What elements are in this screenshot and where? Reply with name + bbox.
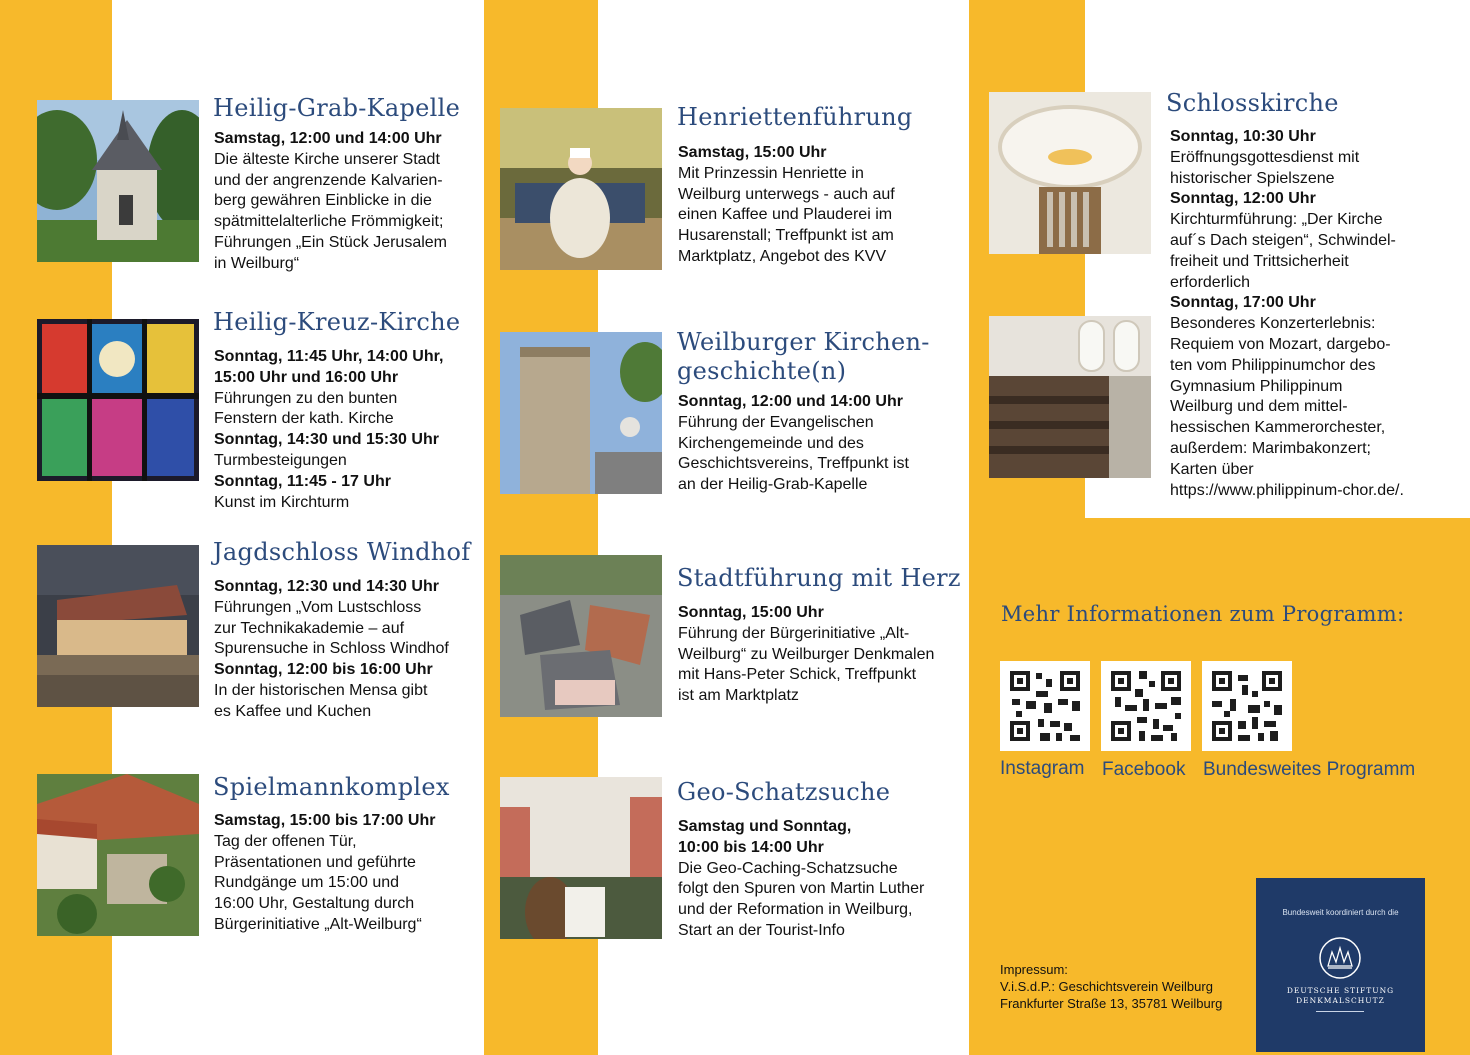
event-line: https://www.philippinum-chor.de/. xyxy=(1170,481,1404,499)
facebook-link[interactable]: Facebook xyxy=(1102,759,1186,780)
event-line: auf´s Dach steigen“, Schwindel- xyxy=(1170,231,1396,249)
qr-code-icon xyxy=(1202,661,1292,751)
event-line: Geschichtsvereins, Treffpunkt ist xyxy=(678,455,909,473)
event-line: historischer Spielszene xyxy=(1170,169,1335,187)
event-line: es Kaffee und Kuchen xyxy=(214,702,372,720)
event-line: Sonntag, 11:45 - 17 Uhr xyxy=(214,472,391,490)
title-line-1: Weilburger Kirchen- xyxy=(677,328,930,356)
event-details-jagdschloss-windhof xyxy=(214,577,449,723)
tower-photo xyxy=(500,332,662,494)
event-line: Führungen zu den bunten xyxy=(214,389,398,407)
event-details-heilig-kreuz-kirche xyxy=(214,347,443,513)
event-line: Kirchturmführung: „Der Kirche xyxy=(1170,211,1383,229)
event-details-schlosskirche xyxy=(1170,127,1404,501)
castle-courtyard-photo xyxy=(500,777,662,939)
event-line: Führung der Evangelischen xyxy=(678,413,874,431)
event-title-geo-schatzsuche: Geo-Schatzsuche xyxy=(677,778,891,806)
event-details-geo-schatzsuche xyxy=(678,817,924,942)
event-line: Präsentationen und geführte xyxy=(214,853,416,871)
event-details-weilburger-kirchengeschichten xyxy=(678,392,909,496)
event-line: Samstag, 15:00 Uhr xyxy=(678,144,827,161)
event-line: einen Kaffee und Plauderei im xyxy=(678,206,893,224)
event-line: mit Hans-Peter Schick, Treffpunkt xyxy=(678,666,917,684)
event-title-stadtfuehrung-mit-herz: Stadtführung mit Herz xyxy=(677,564,961,592)
event-line: Führung der Bürgerinitiative „Alt- xyxy=(678,624,910,642)
aerial-complex-photo xyxy=(37,774,199,936)
event-line: Rundgänge um 15:00 und xyxy=(214,874,400,892)
event-line: zur Technikakademie – auf xyxy=(214,619,405,637)
event-line: Sonntag, 17:00 Uhr xyxy=(1170,294,1316,312)
town-aerial-photo xyxy=(500,555,662,717)
event-details-stadtfuehrung-mit-herz xyxy=(678,603,934,707)
event-line: Husarenstall; Treffpunkt ist am xyxy=(678,227,894,245)
denkmalschutz-logo-icon xyxy=(1318,936,1362,980)
event-line: Samstag, 15:00 bis 17:00 Uhr xyxy=(214,812,436,829)
event-line: Sonntag, 12:00 bis 16:00 Uhr xyxy=(214,661,433,679)
event-details-spielmannkomplex xyxy=(214,811,435,936)
event-line: Sonntag, 12:00 und 14:00 Uhr xyxy=(678,393,903,410)
imprint xyxy=(1000,961,1222,1012)
event-line: Karten über xyxy=(1170,460,1254,478)
event-line: ist am Marktplatz xyxy=(678,687,799,705)
event-line: Sonntag, 12:00 Uhr xyxy=(1170,190,1316,208)
event-line: berg gewähren Einblicke in die xyxy=(214,192,432,210)
event-line: Weilburg unterwegs - auch auf xyxy=(678,185,895,203)
concert-audience-photo xyxy=(989,316,1151,478)
qr-code-icon xyxy=(1101,661,1191,751)
event-line: Die Geo-Caching-Schatzsuche xyxy=(678,859,898,877)
instagram-link[interactable]: Instagram xyxy=(1000,758,1085,779)
facebook-qr-code[interactable] xyxy=(1101,661,1191,751)
event-line: Sonntag, 12:30 und 14:30 Uhr xyxy=(214,578,439,595)
event-line: Kirchengemeinde und des xyxy=(678,434,864,452)
hunting-lodge-photo xyxy=(37,545,199,707)
event-line: freiheit und Trittsicherheit xyxy=(1170,252,1349,270)
imprint-heading: Impressum: xyxy=(1000,962,1068,977)
event-line: hessischen Kammerorchester, xyxy=(1170,419,1386,437)
event-line: Führungen „Ein Stück Jerusalem xyxy=(214,233,447,251)
imprint-line: Frankfurter Straße 13, 35781 Weilburg xyxy=(1000,996,1223,1011)
event-line: an der Heilig-Grab-Kapelle xyxy=(678,476,868,494)
programm-qr-code[interactable] xyxy=(1202,661,1292,751)
event-line: Sonntag, 15:00 Uhr xyxy=(678,604,824,621)
event-title-weilburger-kirchengeschichten xyxy=(677,328,930,386)
event-details-heilig-grab-kapelle xyxy=(214,129,447,275)
sponsor-caption: Bundesweit koordiniert durch die xyxy=(1282,908,1399,917)
more-info-title: Mehr Informationen zum Programm: xyxy=(1001,602,1405,626)
event-line: Kunst im Kirchturm xyxy=(214,493,350,511)
event-line: Besonderes Konzerterlebnis: xyxy=(1170,315,1376,333)
event-line: Sonntag, 10:30 Uhr xyxy=(1170,128,1316,145)
event-line: Turmbesteigungen xyxy=(214,451,347,469)
imprint-line: V.i.S.d.P.: Geschichtsverein Weilburg xyxy=(1000,979,1213,994)
event-line: Eröffnungsgottesdienst mit xyxy=(1170,148,1360,166)
event-line: außerdem: Marimbakonzert; xyxy=(1170,439,1371,457)
divider xyxy=(1316,1011,1364,1012)
event-line: und der angrenzende Kalvarien- xyxy=(214,171,443,189)
event-line: und der Reformation in Weilburg, xyxy=(678,901,913,919)
sponsor-name-line: DENKMALSCHUTZ xyxy=(1296,996,1385,1005)
event-title-heilig-kreuz-kirche: Heilig-Kreuz-Kirche xyxy=(213,308,461,336)
event-line: Bürgerinitiative „Alt-Weilburg“ xyxy=(214,915,422,933)
event-title-heilig-grab-kapelle: Heilig-Grab-Kapelle xyxy=(213,94,461,122)
event-details-henriettenfuehrung xyxy=(678,143,895,268)
event-line: Sonntag, 11:45 Uhr, 14:00 Uhr, xyxy=(214,348,444,365)
event-line: 10:00 bis 14:00 Uhr xyxy=(678,838,824,856)
chapel-photo xyxy=(37,100,199,262)
event-line: in Weilburg“ xyxy=(214,254,300,272)
event-line: Spurensuche in Schloss Windhof xyxy=(214,640,449,658)
church-interior-photo xyxy=(989,92,1151,254)
event-line: Requiem von Mozart, dargebo- xyxy=(1170,335,1391,353)
denkmalschutz-logo-box xyxy=(1256,878,1425,1052)
event-line: Tag der offenen Tür, xyxy=(214,832,357,850)
event-line: Fenstern der kath. Kirche xyxy=(214,410,394,428)
qr-code-icon xyxy=(1000,661,1090,751)
event-line: Die älteste Kirche unserer Stadt xyxy=(214,150,440,168)
event-line: Führungen „Vom Lustschloss xyxy=(214,598,422,616)
event-line: Gymnasium Philippinum xyxy=(1170,377,1343,395)
event-line: erforderlich xyxy=(1170,273,1251,291)
event-line: Mit Prinzessin Henriette in xyxy=(678,164,864,182)
event-line: Marktplatz, Angebot des KVV xyxy=(678,247,887,265)
stained-glass-photo xyxy=(37,319,199,481)
sponsor-name xyxy=(1256,986,1425,1006)
event-line: In der historischen Mensa gibt xyxy=(214,681,428,699)
event-line: Sonntag, 14:30 und 15:30 Uhr xyxy=(214,431,439,449)
title-line-2: geschichte(n) xyxy=(677,357,847,385)
event-line: Samstag und Sonntag, xyxy=(678,818,852,835)
event-line: ten vom Philippinumchor des xyxy=(1170,356,1376,374)
event-title-schlosskirche: Schlosskirche xyxy=(1166,89,1339,117)
event-line: Weilburg und dem mittel- xyxy=(1170,398,1348,416)
bundesweites-programm-link[interactable]: Bundesweites Programm xyxy=(1203,759,1416,780)
instagram-qr-code[interactable] xyxy=(1000,661,1090,751)
event-line: spätmittelalterliche Frömmigkeit; xyxy=(214,213,444,231)
event-line: folgt den Spuren von Martin Luther xyxy=(678,880,925,898)
event-line: 15:00 Uhr und 16:00 Uhr xyxy=(214,368,399,386)
event-title-spielmannkomplex: Spielmannkomplex xyxy=(213,773,450,801)
event-title-jagdschloss-windhof: Jagdschloss Windhof xyxy=(213,538,471,566)
event-title-henriettenfuehrung: Henriettenführung xyxy=(677,103,913,131)
henriette-photo xyxy=(500,108,662,270)
event-line: Start an der Tourist-Info xyxy=(678,921,845,939)
event-line: 16:00 Uhr, Gestaltung durch xyxy=(214,895,415,913)
event-line: Samstag, 12:00 und 14:00 Uhr xyxy=(214,130,442,147)
sponsor-name-line: DEUTSCHE STIFTUNG xyxy=(1286,986,1395,995)
event-line: Weilburg“ zu Weilburger Denkmalen xyxy=(678,645,935,663)
